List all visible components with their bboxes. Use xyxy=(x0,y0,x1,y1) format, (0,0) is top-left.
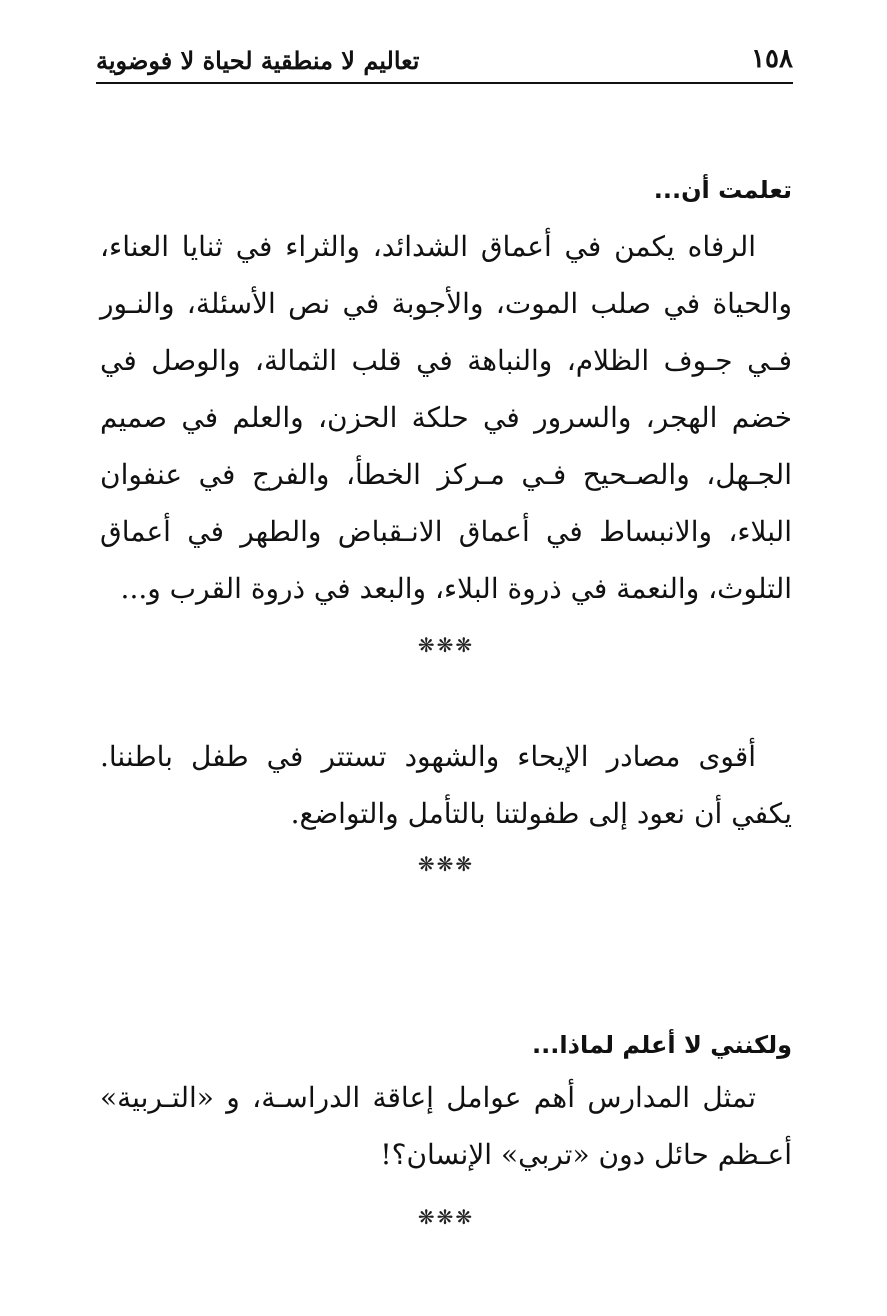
section-separator: ❋❋❋ xyxy=(417,1205,475,1229)
section-learned-that xyxy=(100,168,792,665)
section-heading: تعلمت أن... xyxy=(653,176,792,204)
page-header xyxy=(96,38,793,84)
running-title: تعاليم لا منطقية لحياة لا فوضوية xyxy=(96,46,420,75)
header-rule xyxy=(96,82,793,84)
section-separator: ❋❋❋ xyxy=(417,633,475,657)
section-paragraph: أقوى مصادر الإيحاء والشهود تستتر في طفل باطننا. يكفي أن نعود إلى طفولتنا بالتأمل والتواضع. xyxy=(100,740,792,830)
section-inner-child xyxy=(100,728,792,884)
section-paragraph: تمثل المدارس أهم عوامل إعاقة الدراسـة، و «التـربية» أعـظم حائل دون «تربي» الإنسان؟! xyxy=(100,1081,792,1171)
page-number: ١٥٨ xyxy=(751,44,793,74)
section-heading: ولكنني لا أعلم لماذا... xyxy=(532,1031,792,1059)
section-but-i-dont-know-why xyxy=(100,1023,792,1237)
section-paragraph: الرفاه يكمن في أعماق الشدائد، والثراء في ثنايا العناء، والحياة في صلب الموت، والأجوبة في نص الأسئلة، والنـور فـي جـوف الظلام، والنباهة في قلب الثمالة، والوصل في خضم الهجر، والسرور في حلكة الحزن، والعلم في صميم الجـهل، والصـحيح فـي مـركز الخطأ، والفرج في عنفوان البلاء، والانبساط في أعماق الانـقباض والطهر في أعماق التلوث، والنعمة في ذروة البلاء، والبعد في ذروة القرب و... xyxy=(100,230,792,605)
section-separator: ❋❋❋ xyxy=(417,852,475,876)
